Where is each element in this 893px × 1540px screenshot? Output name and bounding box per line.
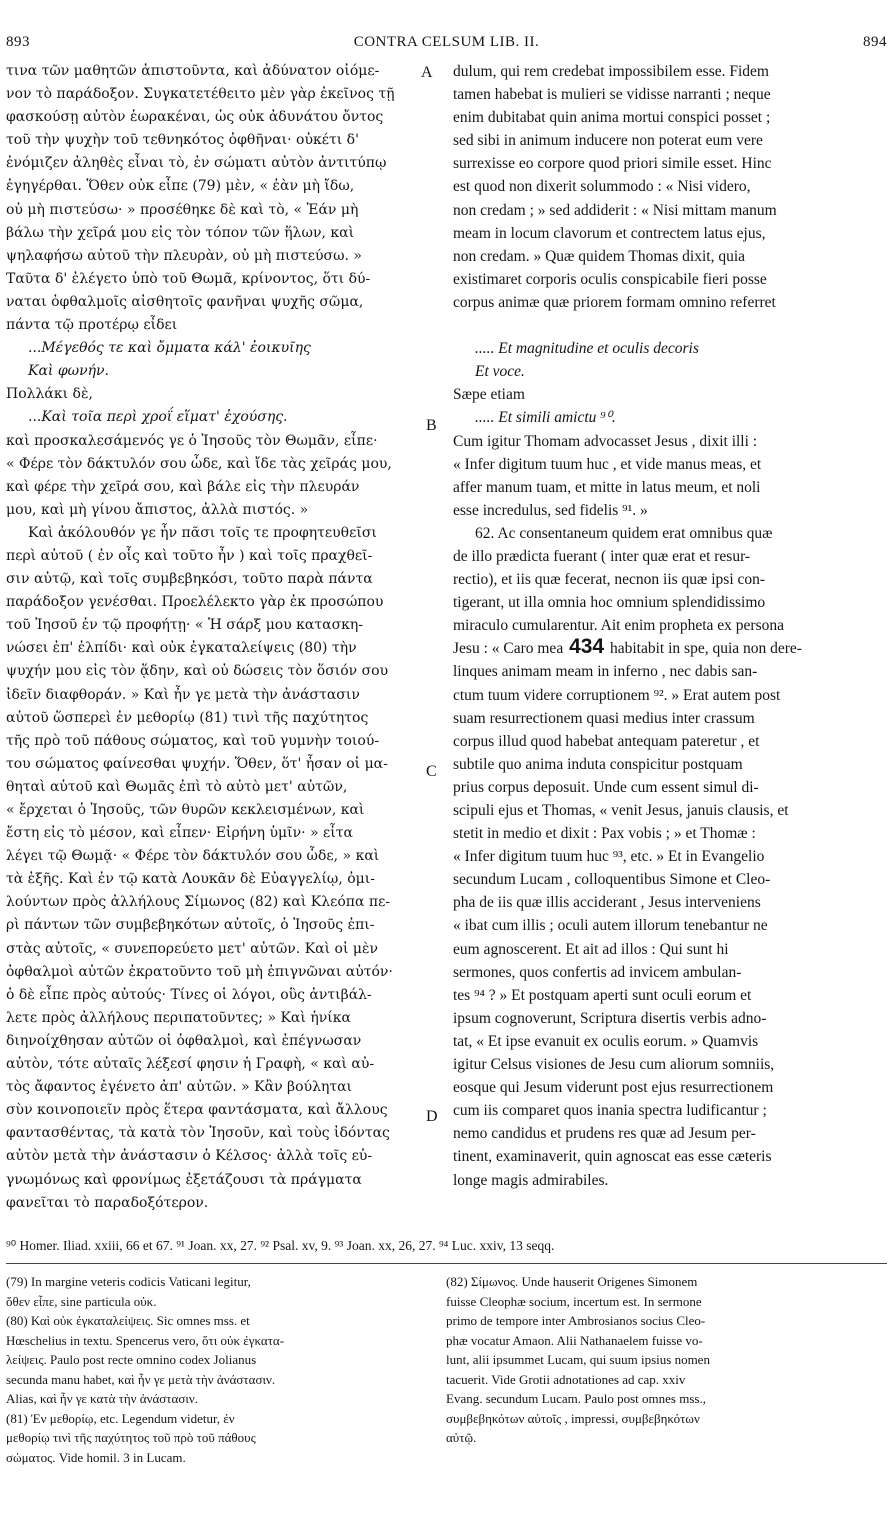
note-line: ὅθεν εἶπε, sine particula οὐκ. [6, 1293, 157, 1309]
latin-text-line: secundum Lucam , colloquentibus Simone et Cleo- [453, 871, 771, 889]
latin-text-line: stetit in medio et dixit : Pax vobis ; » et Thomæ : [453, 825, 756, 843]
note-line: secunda manu habet, καὶ ἦν γε μετὰ τὴν ἀνάστασιν. [6, 1371, 276, 1387]
margin-letter-c: C [426, 763, 437, 780]
greek-text-line: θηταὶ αὐτοῦ καὶ Θωμᾶς ἐπὶ τὸ αὐτὸ μετ' αὐτῶν, [6, 778, 348, 795]
latin-text-line: prius corpus deposuit. Unde cum essent simul di- [453, 778, 759, 796]
greek-text-line: καὶ φέρε τὴν χεῖρά σου, καὶ βάλε εἰς τὴν πλευράν [6, 478, 360, 495]
greek-text-line: « Φέρε τὸν δάκτυλόν σου ὧδε, καὶ ἴδε τὰς χεῖράς μου, [6, 455, 392, 472]
latin-text-line: tinent, examinaverit, quin agnoscat eas esse cæteris [453, 1148, 772, 1166]
running-header [6, 34, 887, 56]
latin-text-line: longe magis admirabiles. [453, 1171, 609, 1189]
latin-text-line: cum iis comparet quos inania spectra ludificantur ; [453, 1102, 767, 1120]
greek-text-line: Πολλάκι δὲ, [6, 386, 93, 403]
greek-text-line: ὀφθαλμοὶ αὐτῶν ἐκρατοῦντο τοῦ μὴ ἐπιγνῶναι αὐτόν· [6, 963, 393, 980]
greek-text-line: ...Μέγεθός τε καὶ ὄμματα κάλ' ἐοικυῖης [28, 340, 311, 357]
greek-text-line: ἔστη εἰς τὸ μέσον, καὶ εἶπεν· Εἰρήνη ὑμῖν· » εἶτα [6, 825, 353, 842]
note-line: αὐτῷ. [446, 1430, 477, 1445]
latin-text-line: tamen habebat is mulieri se vidisse narranti ; neque [453, 86, 771, 104]
note-line: (80) Καὶ οὐκ ἐγκαταλείψεις. Sic omnes mss. et [6, 1313, 250, 1328]
greek-text-line: τοῦ Ἰησοῦ ἐν τῷ προφήτῃ· « Ἡ σάρξ μου κατασκη- [6, 617, 364, 634]
greek-text-line: καὶ προσκαλεσάμενός γε ὁ Ἰησοῦς τὸν Θωμᾶν, εἶπε· [6, 432, 378, 449]
latin-text-line: tigerant, ut illa omnia hoc omnium splendidissimo [453, 594, 766, 612]
latin-text-line: Cum igitur Thomam advocasset Jesus , dixit illi : [453, 432, 758, 450]
latin-text-line: est quod non dixerit solummodo : « Nisi videro, [453, 178, 751, 196]
greek-text-line: περὶ αὐτοῦ ( ἐν οἷς καὶ τοῦτο ἦν ) καὶ τοῖς πραχθεῖ- [6, 547, 373, 564]
greek-text-line: βάλω τὴν χεῖρά μου εἰς τὸν τόπον τῶν ἥλων, καὶ [6, 224, 355, 241]
latin-text-line: tat, « Et ipse evanuit ex oculis eorum. » Quamvis [453, 1032, 759, 1050]
latin-text-line: non credam. » Quæ quidem Thomas dixit, quia [453, 247, 746, 265]
latin-text-line: suam resurrectionem quasi medius inter crassum [453, 709, 755, 727]
greek-text-line: ἰδεῖν διαφθοράν. » Καὶ ἦν γε μετὰ τὴν ἀνάστασιν [6, 686, 360, 703]
greek-text-line: ψηλαφήσω αὐτοῦ τὴν πλευρὰν, οὐ μὴ πιστεύσω. » [6, 247, 362, 264]
greek-text-line: παράδοξον γενέσθαι. Προελέλεκτο γὰρ ἐκ προσώπου [6, 594, 384, 611]
greek-text-line: αὐτὸν, τότε αὐταῖς λέξεσί φησιν ἡ Γραφὴ, « καὶ αὐ- [6, 1056, 375, 1073]
note-line: Hœschelius in textu. Spencerus vero, ὅτι οὐκ ἐγκατα- [6, 1332, 285, 1348]
greek-text-line: ἐνόμιζεν ἀληθὲς εἶναι τὸ, ἐν σώματι αὐτὸν ἀντιτύπῳ [6, 155, 387, 172]
greek-text-line: ψυχήν μου εἰς τὸν ᾅδην, καὶ οὐ δώσεις τὸν ὅσιόν σου [6, 663, 389, 680]
notes-right-column [446, 1272, 866, 1448]
greek-text-line: φαντασθέντας, τὰ κατὰ τὸν Ἰησοῦν, καὶ τοὺς ἰδόντας [6, 1125, 390, 1142]
notes-left-column [6, 1272, 426, 1467]
page-number-right: 894 [863, 34, 887, 50]
greek-text-line: ρὶ πάντων τῶν συμβεβηκότων αὐτοῖς, ὁ Ἰησοῦς ἐπι- [6, 917, 375, 934]
latin-text-line: de illo prædicta fuerant ( inter quæ erat et resur- [453, 547, 751, 565]
note-line: Alias, καὶ ἦν γε κατὰ τὴν ἀνάστασιν. [6, 1391, 198, 1406]
greek-text-line: στὰς αὐτοῖς, « συνεπορεύετο μετ' αὐτῶν. Καὶ οἱ μὲν [6, 940, 379, 957]
latin-text-line: linques animam meam in inferno , nec dabis san- [453, 663, 758, 681]
latin-text-line: pha de iis quæ illis acciderant , Jesus interveniens [453, 894, 761, 912]
latin-text-line: existimaret corporis oculis conspicabile fieri posse [453, 270, 767, 288]
note-line: lunt, alii ipsummet Lucam, qui suum ipsius nomen [446, 1352, 710, 1367]
latin-text-line: ..... Et magnitudine et oculis decoris [475, 340, 699, 358]
greek-text-line: λετε πρὸς ἀλλήλους περιπατοῦντες; » Καὶ ἡνίκα [6, 1009, 351, 1026]
note-line: (81) Ἐν μεθορίῳ, etc. Legendum videtur, ἐν [6, 1410, 235, 1426]
greek-text-line: φασκούσῃ αὐτὸν ἑωρακέναι, ὡς οὐκ ἀδυνάτου ὄντος [6, 109, 384, 126]
greek-text-line: του σώματος φαίνεσθαι ψυχήν. Ὅθεν, ὅτ' ἦσαν οἱ μα- [6, 755, 388, 772]
note-line: primo de tempore inter Ambrosianos socius Cleo- [446, 1313, 706, 1328]
greek-text-line: νον τὸ παράδοξον. Συγκατετέθειτο μὲν γὰρ ἐκεῖνος τῇ [6, 86, 395, 103]
latin-text-line: Et voce. [475, 363, 525, 381]
latin-text-line: non credam ; » sed addiderit : « Nisi mittam manum [453, 201, 777, 219]
greek-text-line: Ταῦτα δ' ἐλέγετο ὑπὸ τοῦ Θωμᾶ, κρίνοντος, ὅτι δύ- [6, 270, 371, 287]
latin-text-line: rectio), et iis quæ fecerat, necnon iis quæ ipsi con- [453, 571, 766, 589]
latin-text-line: ctum tuum videre corruptionem ⁹². » Erat autem post [453, 686, 781, 704]
latin-text-line: dulum, qui rem credebat impossibilem esse. Fidem [453, 63, 769, 80]
greek-text-line: ὁ δὲ εἶπε πρὸς αὐτούς· Τίνες οἱ λόγοι, οὓς ἀντιβάλ- [6, 986, 372, 1003]
greek-text-line: γνωμόνως καὶ φρονίμως ἐξετάζουσι τὰ πράγματα [6, 1171, 362, 1188]
note-line: fuisse Cleophæ socium, incertum est. In sermone [446, 1293, 702, 1309]
greek-text-line: τοῦ τὴν ψυχὴν τοῦ τεθνηκότος ὀφθῆναι· οὐκέτι δ' [6, 132, 359, 149]
note-line: σώματος. Vide homil. 3 in Lucam. [6, 1449, 186, 1465]
column-number-marker: 434 [569, 637, 605, 659]
greek-text-line: τινα τῶν μαθητῶν ἀπιστοῦντα, καὶ ἀδύνατον οἰόμε- [6, 63, 380, 79]
latin-text-line: corpus illud quod habebat antequam pateretur , et [453, 732, 760, 750]
note-line: (79) In margine veteris codicis Vaticani legitur, [6, 1274, 251, 1289]
greek-text-line: ναται ὀφθαλμοῖς αἰσθητοῖς φανῆναι ψυχῆς σῶμα, [6, 293, 364, 310]
latin-text-line: ..... Et simili amictu ⁹⁰. [475, 409, 616, 427]
greek-text-line: τὰ ἑξῆς. Καὶ ἐν τῷ κατὰ Λουκᾶν δὲ Εὐαγγελίῳ, ὁμι- [6, 871, 375, 888]
latin-text-line: nemo candidus et prudens res quæ ad Jesum per- [453, 1125, 756, 1143]
latin-text-line: corpus animæ quæ priorem formam omnino referret [453, 293, 776, 311]
greek-text-line: σιν αὐτῷ, καὶ τοῖς συμβεβηκόσι, τοῦτο παρὰ πάντα [6, 571, 373, 588]
note-line: λείψεις. Paulo post recte omnino codex Jolianus [6, 1352, 257, 1367]
note-line: (82) Σίμωνος. Unde hauserit Origenes Simonem [446, 1274, 698, 1289]
note-line: Evang. secundum Lucam. Paulo post omnes mss., [446, 1391, 706, 1406]
margin-letter-b: B [426, 417, 437, 434]
greek-text-line: νώσει ἐπ' ἐλπίδι· καὶ οὐκ ἐγκαταλείψεις (80) τὴν [6, 640, 357, 657]
note-line: συμβεβηκότων αὐτοῖς , impressi, συμβεβηκότων [446, 1410, 700, 1426]
latin-text-line: meam in locum clavorum et contrectem latus ejus, [453, 224, 766, 242]
latin-text-line: esse incredulus, sed fidelis ⁹¹. » [453, 501, 648, 519]
margin-letter-a: A [421, 64, 433, 81]
footnote-references: ⁹⁰ Homer. Iliad. xxiii, 66 et 67. ⁹¹ Joan. xx, 27. ⁹² Psal. xv, 9. ⁹³ Joan. xx, 26, 27. ⁹⁴ Luc. xxiv, 13 seqq. [6, 1238, 555, 1253]
greek-text-line: φανεῖται τὸ παραδοξότερον. [6, 1194, 209, 1211]
latin-text-line: miraculo cumularentur. Ait enim propheta ex persona [453, 617, 784, 635]
note-line: tacuerit. Vide Grotii adnotationes ad cap. xxiv [446, 1371, 686, 1387]
greek-text-line: « ἔρχεται ὁ Ἰησοῦς, τῶν θυρῶν κεκλεισμένων, καὶ [6, 802, 365, 818]
greek-text-line: πάντα τῷ προτέρῳ εἶδει [6, 317, 178, 334]
greek-text-line: Καὶ ἀκόλουθόν γε ἦν πᾶσι τοῖς τε προφητευθεῖσι [28, 524, 377, 541]
latin-text-line: sermones, quos confertis ad invicem ambulan- [453, 963, 742, 981]
greek-text-line: αὐτὸν μετὰ τὴν ἀνάστασιν ὁ Κέλσος· ἀλλὰ τοῖς εὐ- [6, 1148, 373, 1165]
latin-text-line: « Infer digitum tuum huc ⁹³, etc. » Et in Evangelio [453, 848, 765, 866]
latin-text-column [453, 60, 863, 1192]
greek-text-line: διηνοίχθησαν αὐτῶν οἱ ὀφθαλμοὶ, καὶ ἐπέγνωσαν [6, 1032, 362, 1049]
latin-text-line: eosque qui Jesum viderunt post ejus resurrectionem [453, 1079, 774, 1097]
latin-text-line: igitur Celsus visiones de Jesu cum aliorum somniis, [453, 1056, 775, 1074]
latin-text-line: « ibat cum illis ; oculi autem illorum tenebantur ne [453, 917, 768, 935]
latin-text-line: tes ⁹⁴ ? » Et postquam aperti sunt oculi eorum et [453, 986, 752, 1004]
greek-text-line: μου, καὶ μὴ γίνου ἄπιστος, ἀλλὰ πιστός. » [6, 501, 309, 518]
greek-text-line: τῆς πρὸ τοῦ πάθους σώματος, καὶ τοῦ γυμνὴν τοιού- [6, 732, 380, 749]
greek-text-column [6, 60, 414, 1215]
latin-text-line: affer manum tuam, et mitte in latus meum, et noli [453, 478, 761, 496]
note-line: μεθορίῳ τινὶ τῆς παχύτητος τοῦ πρὸ τοῦ πάθους [6, 1430, 256, 1445]
footnote-divider [6, 1263, 887, 1264]
greek-text-line: ἐγηγέρθαι. Ὅθεν οὐκ εἶπε (79) μὲν, « ἐὰν μὴ ἴδω, [6, 178, 355, 195]
latin-text-line [453, 314, 863, 337]
latin-text-line: surrexisse eo corpore quod priori simile esset. Hinc [453, 155, 772, 173]
latin-text-line: subtile quo anima induta conspicitur postquam [453, 755, 743, 773]
greek-text-line: τὸς ἄφαντος ἐγένετο ἀπ' αὐτῶν. » Κἂν βούληται [6, 1079, 353, 1096]
latin-text-line: ipsum cognoverunt, Scriptura disertis verbis adno- [453, 1009, 767, 1027]
margin-letter-d: D [426, 1108, 438, 1125]
greek-text-line: λέγει τῷ Θωμᾷ· « Φέρε τὸν δάκτυλόν σου ὧδε, » καὶ [6, 848, 380, 865]
latin-text-line: 62. Ac consentaneum quidem erat omnibus quæ [475, 524, 773, 542]
greek-text-line: λούντων πρὸς ἀλλήλους Σίμωνος (82) καὶ Κλεόπα πε- [6, 894, 391, 911]
latin-text-line: Jesu : « Caro mea 434 habitabit in spe, quia non dere- [453, 637, 802, 659]
page-number-left: 893 [6, 34, 30, 50]
greek-text-line: Καὶ φωνήν. [28, 363, 109, 380]
latin-text-line: scipuli ejus et Thomas, « venit Jesus, januis clausis, et [453, 802, 789, 819]
running-title: CONTRA CELSUM LIB. II. [353, 34, 540, 50]
latin-text-line: Sæpe etiam [453, 386, 525, 404]
note-line: phæ vocatur Amaon. Alii Nathanaelem fuisse vo- [446, 1332, 703, 1348]
greek-text-line: ...Καὶ τοῖα περὶ χροΐ εἵματ' ἐχούσης. [28, 409, 288, 426]
latin-text-line: « Infer digitum tuum huc , et vide manus meas, et [453, 455, 762, 473]
latin-text-line: enim dubitabat quin anima mortui conspici posset ; [453, 109, 771, 127]
greek-text-line: σὺν κοινοποιεῖν πρὸς ἕτερα φαντάσματα, καὶ ἄλλους [6, 1102, 388, 1119]
latin-text-line: eum agnoscerent. Et ait ad illos : Qui sunt hi [453, 940, 729, 958]
greek-text-line: οὐ μὴ πιστεύσω· » προσέθηκε δὲ καὶ τὸ, « Ἐάν μὴ [6, 201, 359, 218]
latin-text-line: sed sibi in animum inducere non poterat eum vere [453, 132, 763, 150]
greek-text-line: αὐτοῦ ὥσπερεὶ ἐν μεθορίῳ (81) τινὶ τῆς παχύτητος [6, 709, 369, 726]
